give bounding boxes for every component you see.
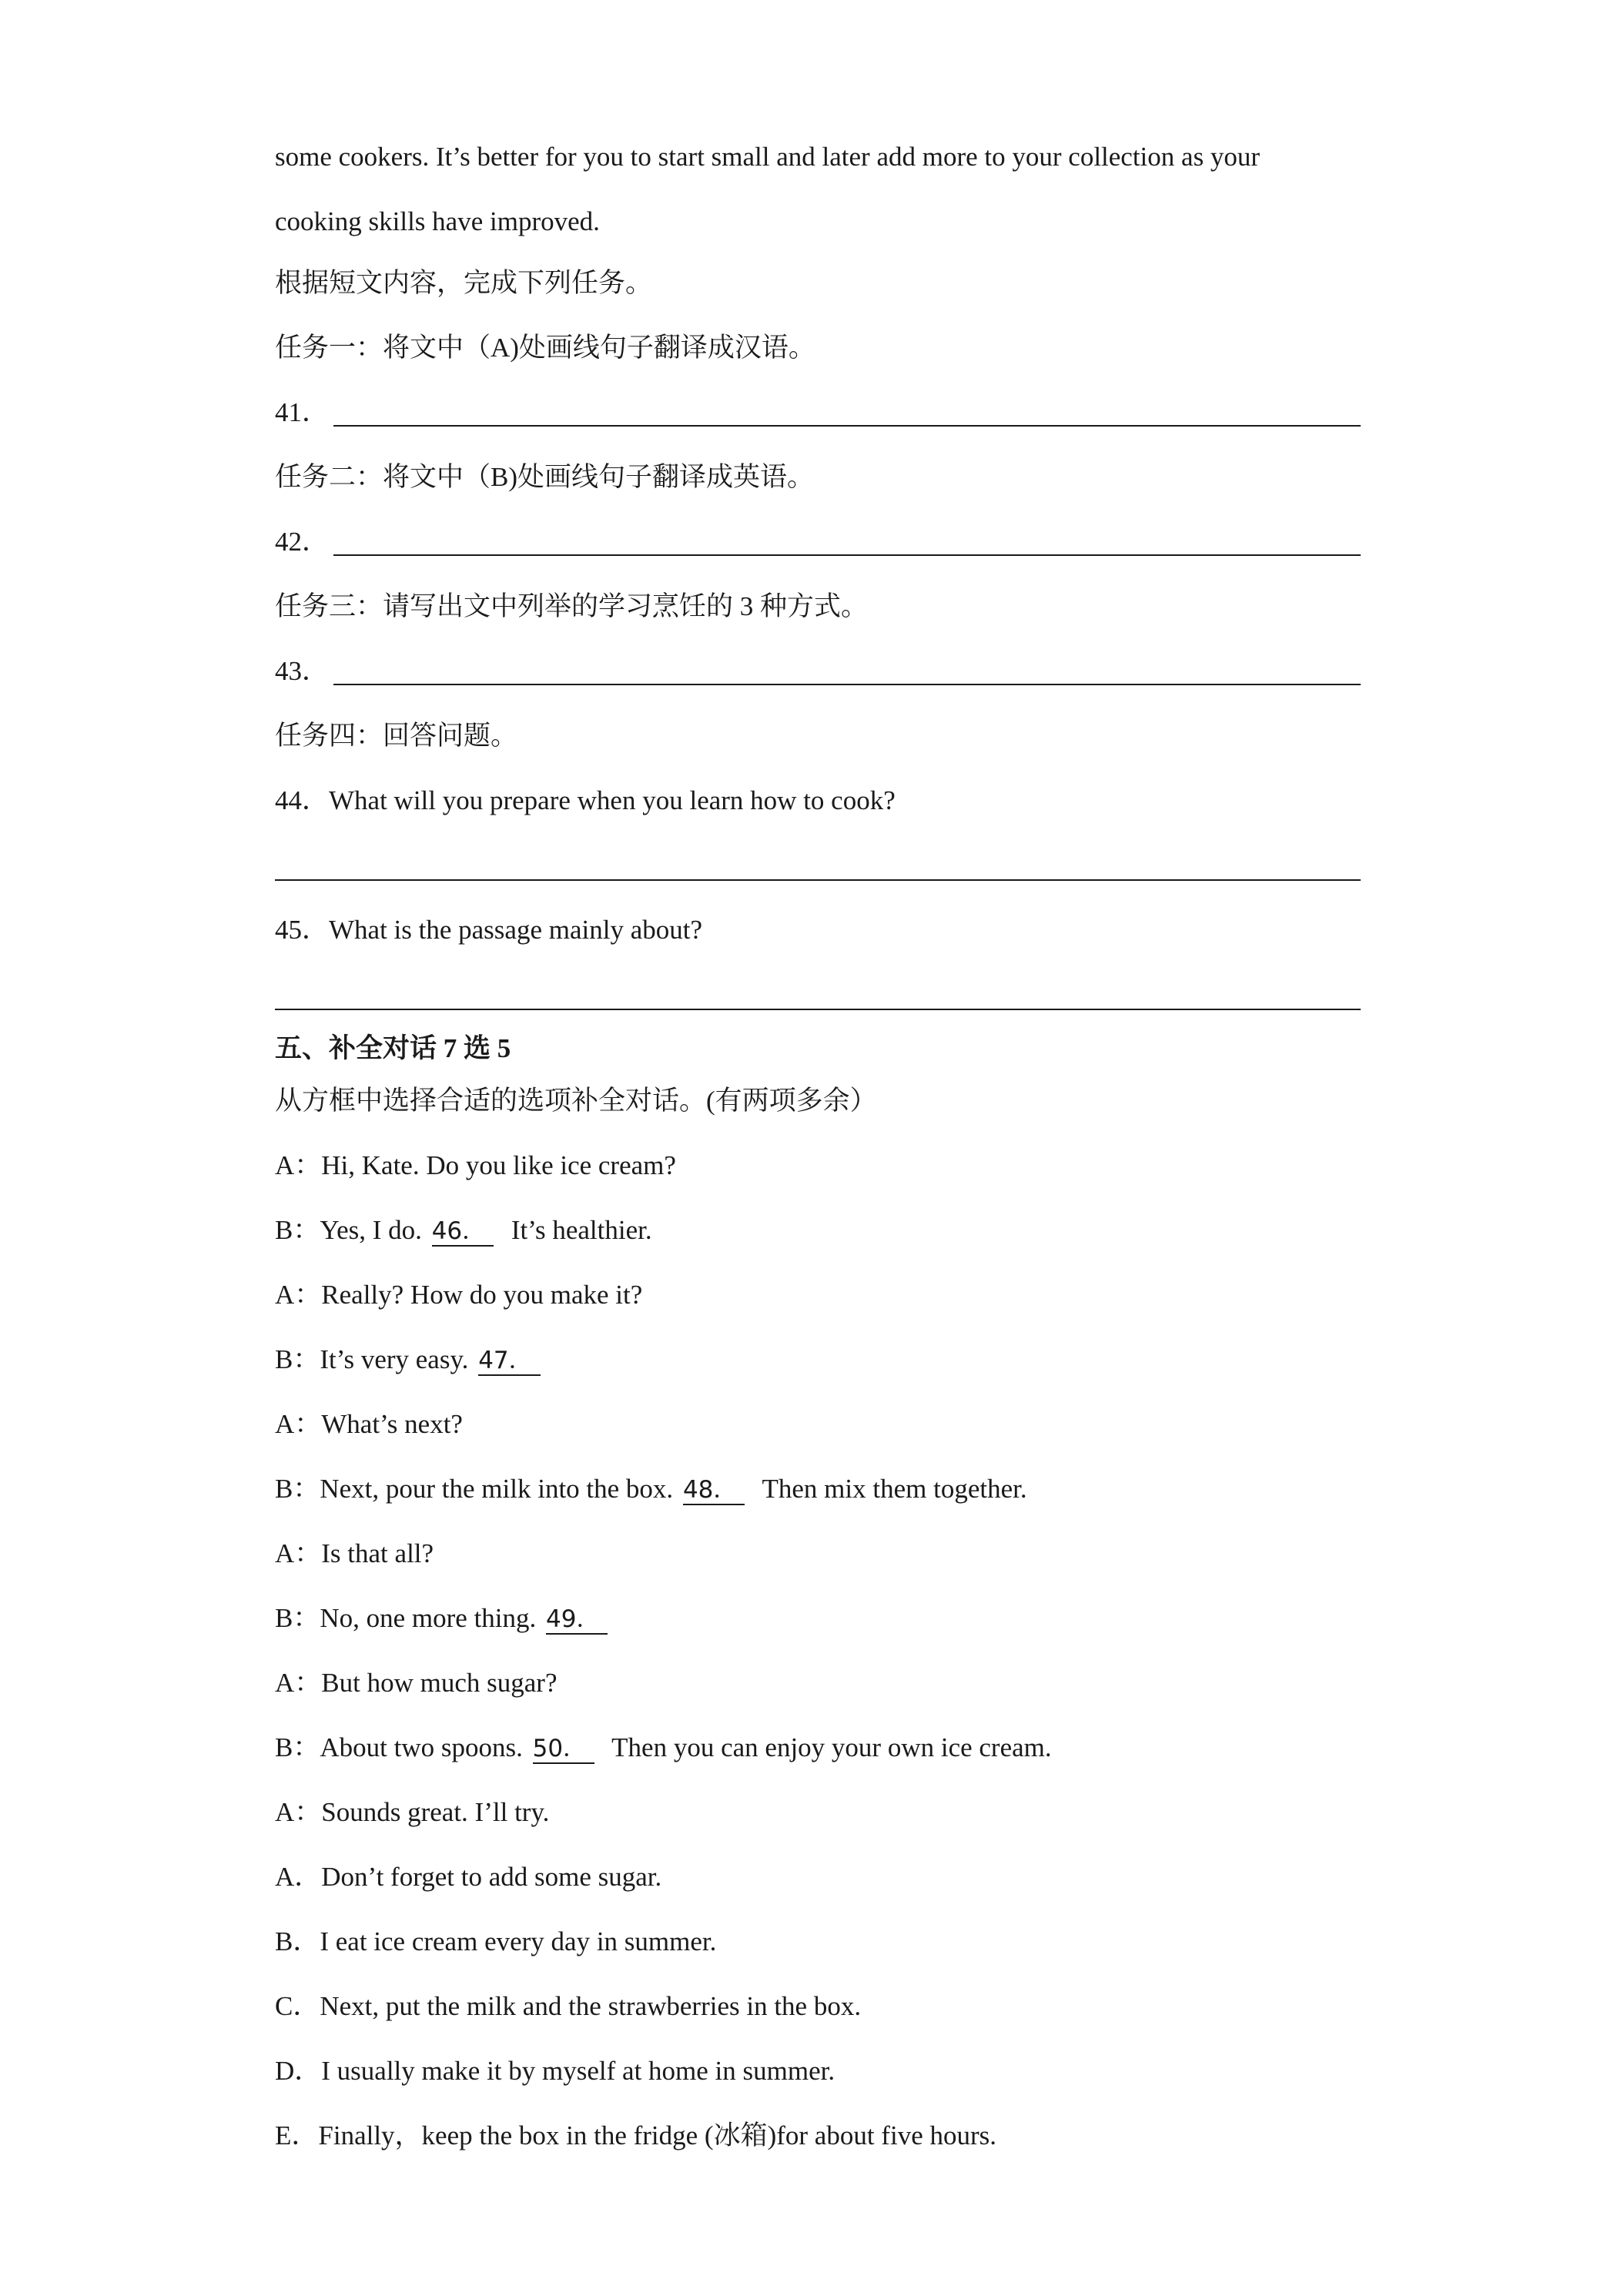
section-instruction: 从方框中选择合适的选项补全对话。(有两项多余） [275, 1086, 877, 1116]
dialogue-line [275, 1278, 642, 1312]
passage-line: cooking skills have improved. [275, 206, 600, 236]
task-3-label: 任务三：请写出文中列举的学习烹饪的 3 种方式。 [275, 591, 869, 621]
dialogue-text: A：What’s next? [275, 1409, 463, 1439]
question-45: 45．What is the passage mainly about? [275, 915, 702, 945]
dialogue-line [275, 1602, 618, 1635]
dialogue-text: B：Next, pour the milk into the box. [275, 1474, 674, 1504]
answer-blank-49[interactable]: 49． [546, 1605, 608, 1635]
task-instruction: 根据短文内容，完成下列任务。 [275, 268, 653, 298]
answer-row-43[interactable] [275, 654, 1361, 688]
dialogue-text: Then mix them together. [762, 1474, 1027, 1504]
answer-row-41[interactable] [275, 396, 1361, 430]
dialogue-text: A：Hi, Kate. Do you like ice cream? [275, 1150, 676, 1180]
answer-line [333, 425, 1361, 427]
dialogue-text: B：Yes, I do. [275, 1215, 422, 1245]
dialogue-text: A：Is that all? [275, 1538, 434, 1568]
dialogue-line [275, 1213, 652, 1247]
dialogue-line [275, 1666, 557, 1700]
dialogue-text: A：Really? How do you make it? [275, 1280, 643, 1310]
option-b: B．I eat ice cream every day in summer. [275, 1926, 717, 1956]
question-number: 43． [275, 656, 330, 686]
answer-line [333, 554, 1361, 556]
dialogue-line [275, 1731, 1052, 1765]
answer-blank-48[interactable]: 48． [683, 1476, 745, 1505]
answer-row-42[interactable] [275, 525, 1361, 559]
dialogue-line [275, 1149, 676, 1183]
answer-line-44[interactable] [275, 879, 1361, 881]
dialogue-text: A：Sounds great. I’ll try. [275, 1797, 550, 1827]
dialogue-text: It’s healthier. [511, 1215, 652, 1245]
answer-blank-46[interactable]: 46． [432, 1217, 494, 1247]
dialogue-text: A：But how much sugar? [275, 1668, 558, 1698]
task-2-label: 任务二：将文中（B)处画线句子翻译成英语。 [275, 462, 815, 492]
option-d: D．I usually make it by myself at home in summer. [275, 2056, 835, 2086]
dialogue-text: B：It’s very easy. [275, 1344, 469, 1374]
answer-line-45[interactable] [275, 1009, 1361, 1010]
question-number: 42． [275, 527, 330, 557]
option-a: A．Don’t forget to add some sugar. [275, 1862, 662, 1892]
answer-blank-47[interactable]: 47． [478, 1347, 540, 1376]
dialogue-line [275, 1407, 463, 1441]
question-number: 41． [275, 397, 330, 427]
dialogue-line [275, 1343, 551, 1377]
dialogue-text: B：About two spoons. [275, 1732, 523, 1762]
answer-line [333, 684, 1361, 685]
option-c: C．Next, put the milk and the strawberries in the box. [275, 1991, 862, 2021]
dialogue-line [275, 1537, 434, 1571]
dialogue-text: Then you can enjoy your own ice cream. [611, 1732, 1052, 1762]
dialogue-line [275, 1796, 549, 1829]
dialogue-text: B：No, one more thing. [275, 1603, 537, 1633]
question-44: 44．What will you prepare when you learn how to cook? [275, 785, 896, 815]
section-title: 五、补全对话 7 选 5 [275, 1033, 511, 1063]
task-4-label: 任务四：回答问题。 [275, 721, 518, 751]
dialogue-line [275, 1472, 1027, 1506]
passage-line: some cookers. It’s better for you to start small and later add more to your collection as your [275, 142, 1261, 172]
task-1-label: 任务一：将文中（A)处画线句子翻译成汉语。 [275, 333, 815, 363]
answer-blank-50[interactable]: 50． [533, 1735, 594, 1764]
option-e: E．Finally，keep the box in the fridge (冰箱)for about five hours. [275, 2120, 997, 2150]
